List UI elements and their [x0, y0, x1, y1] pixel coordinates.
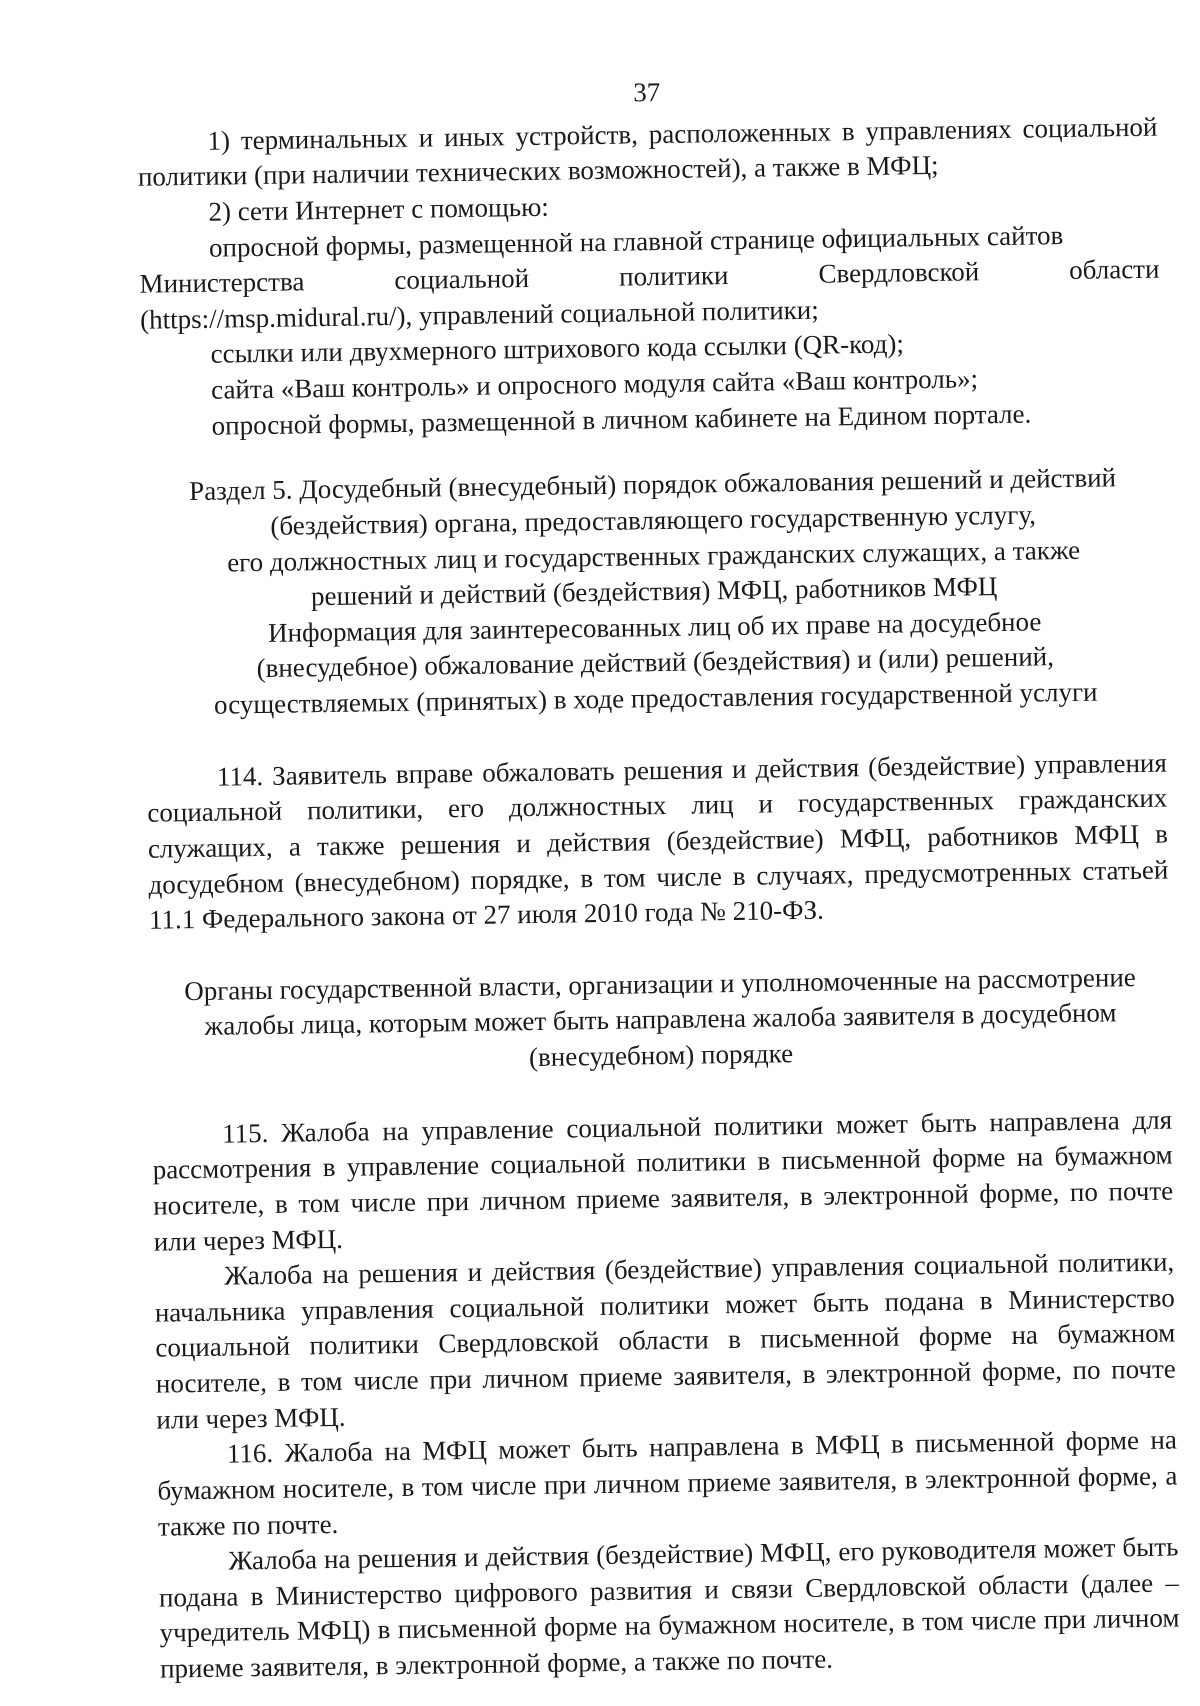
heading-line: решений и действий (бездействия) МФЦ, работников МФЦ [310, 571, 998, 612]
page-number: 37 [633, 77, 661, 108]
paragraph-114: 114. Заявитель вправе обжаловать решения и действия (бездействие) управления социальной политики, его должностных лиц и государственных гражданских служащих, а также решения и действия (бездействие) МФЦ, работников МФЦ в досудебном (внесудебном) порядке, в том числе в случаях, предусмотренных статьей 11.1 Федерального закона от 27 июля 2010 года № 210-ФЗ. [147, 747, 1169, 935]
heading-line: Информация для заинтересованных лиц об их праве на досудебное [267, 606, 1042, 648]
ministry-word: социальной [394, 263, 530, 296]
heading-line: (внесудебном) порядке [528, 1038, 794, 1073]
paragraph-116: 116. Жалоба на МФЦ может быть направлена в МФЦ в письменной форме на бумажном носителе, в том числе при личном приеме заявителя, в электронной форме, а также по почте. [157, 1424, 1178, 1542]
page-content [137, 68, 1181, 1688]
heading-line: жалобы лица, которым может быть направлена жалоба заявителя в досудебном [204, 997, 1117, 1042]
list-item-terminals: 1) терминальных и иных устройств, расположенных в управлениях социальной политики (при наличии технических возможностей), а также в МФЦ; [137, 111, 1158, 193]
ministry-word: Министерства [139, 266, 305, 299]
heading-line: (внесудебное) обжалование действий (бездействия) и (или) решений, [256, 641, 1055, 684]
heading-line: Раздел 5. Досудебный (внесудебный) порядок обжалования решений и действий [188, 462, 1117, 507]
paragraph-115: 115. Жалоба на управление социальной политики может быть направлена для рассмотрения в управление социальной политики в письменной форме на бумажном носителе, в том числе при личном приеме заявителя, в электронной форме, по почте или через МФЦ. [152, 1104, 1174, 1257]
vash-kontrol-line: сайта «Ваш контроль» и опросного модуля сайта «Ваш контроль»; [210, 363, 979, 405]
qr-code-line: ссылки или двухмерного штрихового кода ссылки (QR-код); [210, 328, 905, 370]
heading-line: его должностных лиц и государственных гражданских служащих, а также [226, 534, 1081, 577]
ministry-word: политики [618, 260, 729, 292]
heading-line: Органы государственной власти, организации и уполномоченные на рассмотрение [183, 961, 1136, 1006]
ministry-word: области [1068, 253, 1160, 286]
paragraph-115-continued: Жалоба на решения и действия (бездействие) управления социальной политики, начальника управления социальной политики может быть подана в Министерство социальной политики Свердловской области в письменной форме на бумажном носителе, в том числе при личном приеме заявителя, в электронной форме, по почте или через МФЦ. [154, 1246, 1176, 1435]
heading-line: осуществляемых (принятых) в ходе предоставления государственной услуги [213, 676, 1098, 720]
ministry-url-line: (https://msp.midural.ru/), управлений социальной политики; [139, 294, 819, 335]
ministry-word: Свердловской [818, 256, 980, 289]
complaint-bodies-heading [150, 959, 1171, 1081]
survey-form-line: опросной формы, размещенной на главной странице официальных сайтов [208, 219, 1064, 263]
section-5-heading [142, 460, 1166, 724]
portal-form-line: опросной формы, размещенной в личном кабинете на Едином портале. [211, 398, 1032, 441]
heading-line: (бездействия) органа, предоставляющего государственную услугу, [270, 499, 1037, 541]
paragraph-116-continued: Жалоба на решения и действия (бездействие) МФЦ, его руководителя может быть подана в Министерство цифрового развития и связи Свердловской области (далее – учредитель МФЦ) в письменной форме на бумажном носителе, в том числе при личном приеме заявителя, в электронной форме, а также по почте. [158, 1531, 1180, 1684]
list-item-internet: 2) сети Интернет с помощью: [208, 191, 549, 227]
